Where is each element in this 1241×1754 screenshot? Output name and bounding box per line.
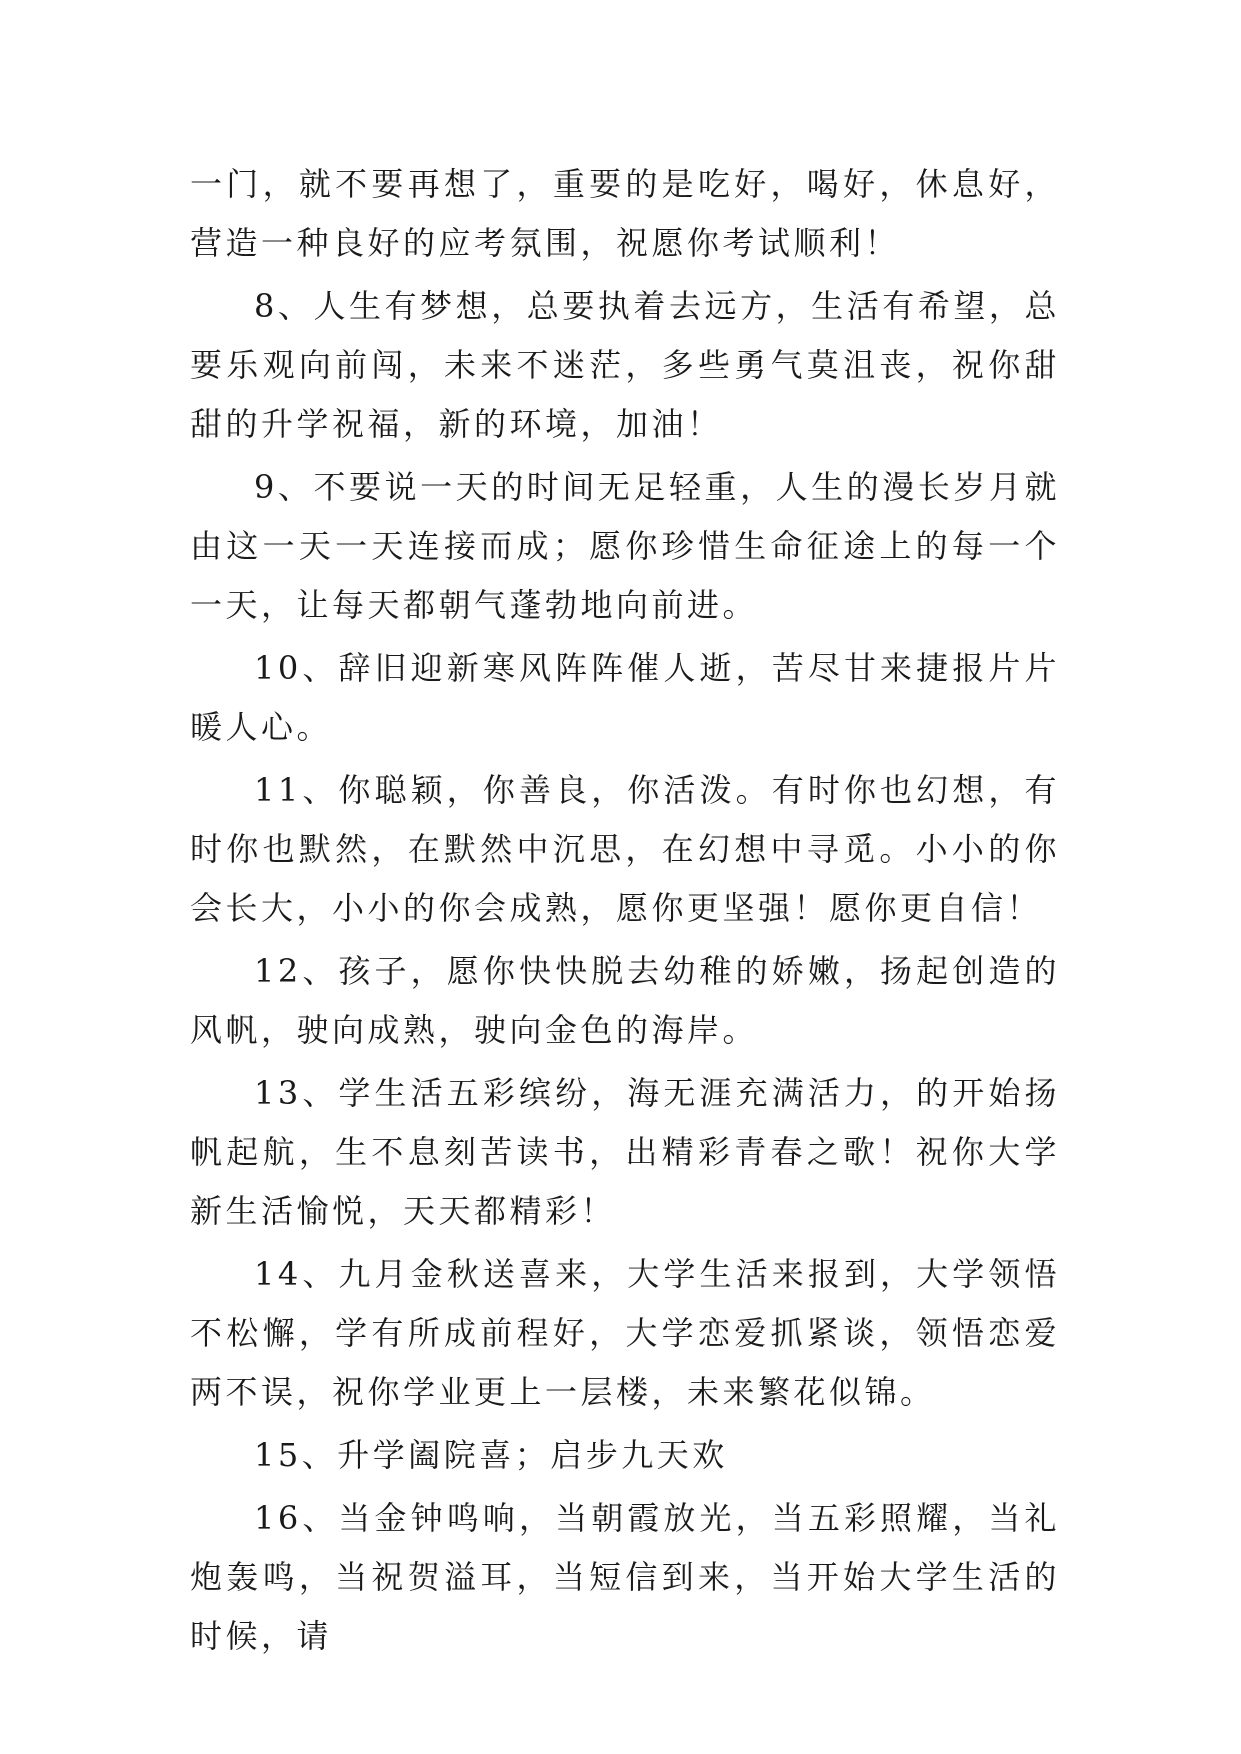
paragraph-item-12: 12、孩子，愿你快快脱去幼稚的娇嫩，扬起创造的风帆，驶向成熟，驶向金色的海岸。 bbox=[190, 952, 1060, 1049]
paragraph-item-14: 14、九月金秋送喜来，大学生活来报到，大学领悟不松懈，学有所成前程好，大学恋爱抓紧谈，领悟恋爱两不误，祝你学业更上一层楼，未来繁花似锦。 bbox=[190, 1255, 1060, 1411]
paragraph-item-10: 10、辞旧迎新寒风阵阵催人逝，苦尽甘来捷报片片暖人心。 bbox=[190, 649, 1060, 746]
paragraph-item-9: 9、不要说一天的时间无足轻重，人生的漫长岁月就由这一天一天连接而成；愿你珍惜生命征途上的每一个一天，让每天都朝气蓬勃地向前进。 bbox=[190, 468, 1060, 624]
document-body bbox=[190, 155, 1060, 1670]
paragraph-continued: 一门，就不要再想了，重要的是吃好，喝好，休息好，营造一种良好的应考氛围，祝愿你考试顺利！ bbox=[190, 165, 1060, 262]
paragraph-item-11: 11、你聪颖，你善良，你活泼。有时你也幻想，有时你也默然，在默然中沉思，在幻想中寻觅。小小的你会长大，小小的你会成熟，愿你更坚强！愿你更自信！ bbox=[190, 771, 1060, 927]
paragraph-item-13: 13、学生活五彩缤纷，海无涯充满活力，的开始扬帆起航，生不息刻苦读书，出精彩青春之歌！祝你大学新生活愉悦，天天都精彩！ bbox=[190, 1074, 1060, 1230]
paragraph-item-15: 15、升学阖院喜；启步九天欢 bbox=[254, 1436, 728, 1474]
paragraph-item-16: 16、当金钟鸣响，当朝霞放光，当五彩照耀，当礼炮轰鸣，当祝贺溢耳，当短信到来，当开始大学生活的时候，请 bbox=[190, 1499, 1060, 1655]
paragraph-item-8: 8、人生有梦想，总要执着去远方，生活有希望，总要乐观向前闯，未来不迷茫，多些勇气莫沮丧，祝你甜甜的升学祝福，新的环境，加油！ bbox=[190, 287, 1060, 443]
